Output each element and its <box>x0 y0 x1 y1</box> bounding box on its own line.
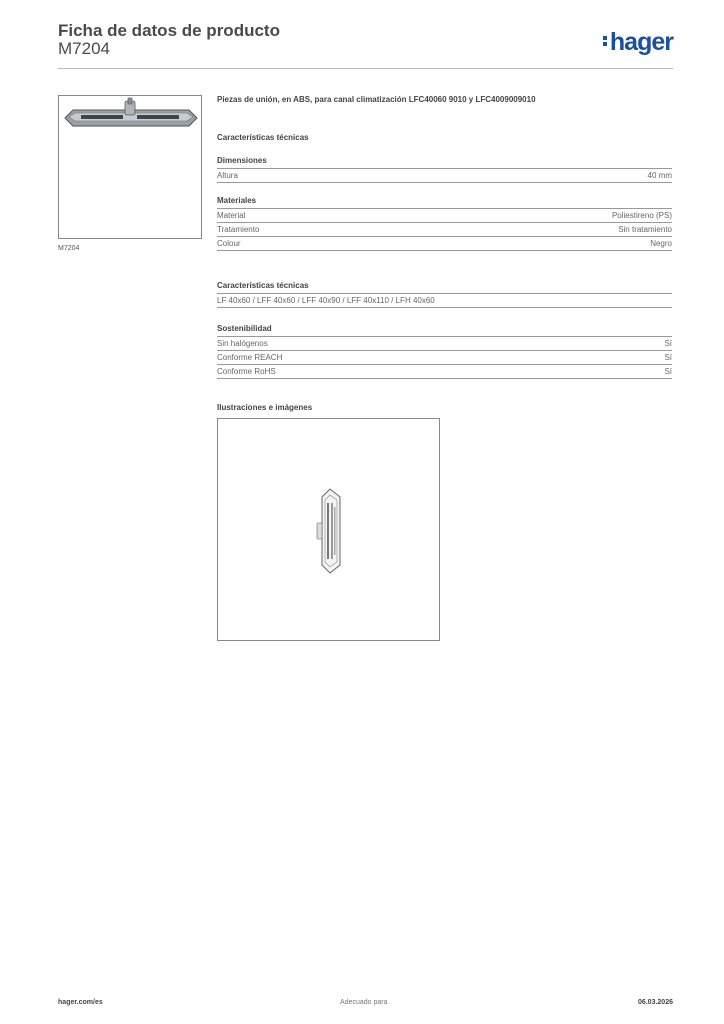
product-code: M7204 <box>58 39 110 58</box>
connector-piece-icon <box>59 96 201 238</box>
product-details <box>217 95 672 641</box>
row-value: 40 mm <box>647 171 672 180</box>
row-value: Sí <box>664 339 672 348</box>
product-description: Piezas de unión, en ABS, para canal climatización LFC40060 9010 y LFC4009009010 <box>217 95 536 104</box>
row-label: LF 40x60 / LFF 40x60 / LFF 40x90 / LFF 40x110 / LFH 40x60 <box>217 296 435 305</box>
tech-heading: Características técnicas <box>217 133 309 142</box>
row-label: Conforme REACH <box>217 353 283 362</box>
table-row <box>217 294 672 308</box>
product-thumbnail <box>58 95 202 239</box>
tech-characteristics-heading: Características técnicas <box>217 281 672 294</box>
row-label: Material <box>217 211 246 220</box>
header-divider <box>58 68 673 69</box>
row-label: Sin halógenos <box>217 339 268 348</box>
row-value: Poliestireno (PS) <box>611 211 672 220</box>
table-row <box>217 223 672 237</box>
table-row <box>217 337 672 351</box>
table-row <box>217 209 672 223</box>
logo-dots-icon <box>603 34 608 48</box>
table-row <box>217 351 672 365</box>
illustration-image <box>217 418 440 641</box>
row-value: Sí <box>664 367 672 376</box>
footer-date: 06.03.2026 <box>637 999 673 1006</box>
table-row <box>217 365 672 379</box>
footer-center-text: Adecuado para <box>340 999 388 1006</box>
row-value: Sin tratamiento <box>618 225 672 234</box>
row-label: Tratamiento <box>217 225 260 234</box>
row-value: Sí <box>664 353 672 362</box>
page-title: Ficha de datos de producto <box>58 21 280 40</box>
connector-drawing-icon <box>218 419 439 640</box>
materials-heading: Materiales <box>217 196 672 209</box>
illustrations-heading: Ilustraciones e imágenes <box>217 403 313 412</box>
hager-logo[interactable] <box>603 28 673 57</box>
logo-text: hager <box>609 28 673 56</box>
table-row <box>217 169 672 183</box>
footer-website[interactable]: hager.com/es <box>58 999 103 1006</box>
dimensions-heading: Dimensiones <box>217 156 672 169</box>
row-value: Negro <box>650 239 672 248</box>
table-row <box>217 237 672 251</box>
row-label: Colour <box>217 239 241 248</box>
row-label: Altura <box>217 171 238 180</box>
sustainability-heading: Sostenibilidad <box>217 324 672 337</box>
row-label: Conforme RoHS <box>217 367 276 376</box>
thumbnail-caption: M7204 <box>58 245 80 252</box>
